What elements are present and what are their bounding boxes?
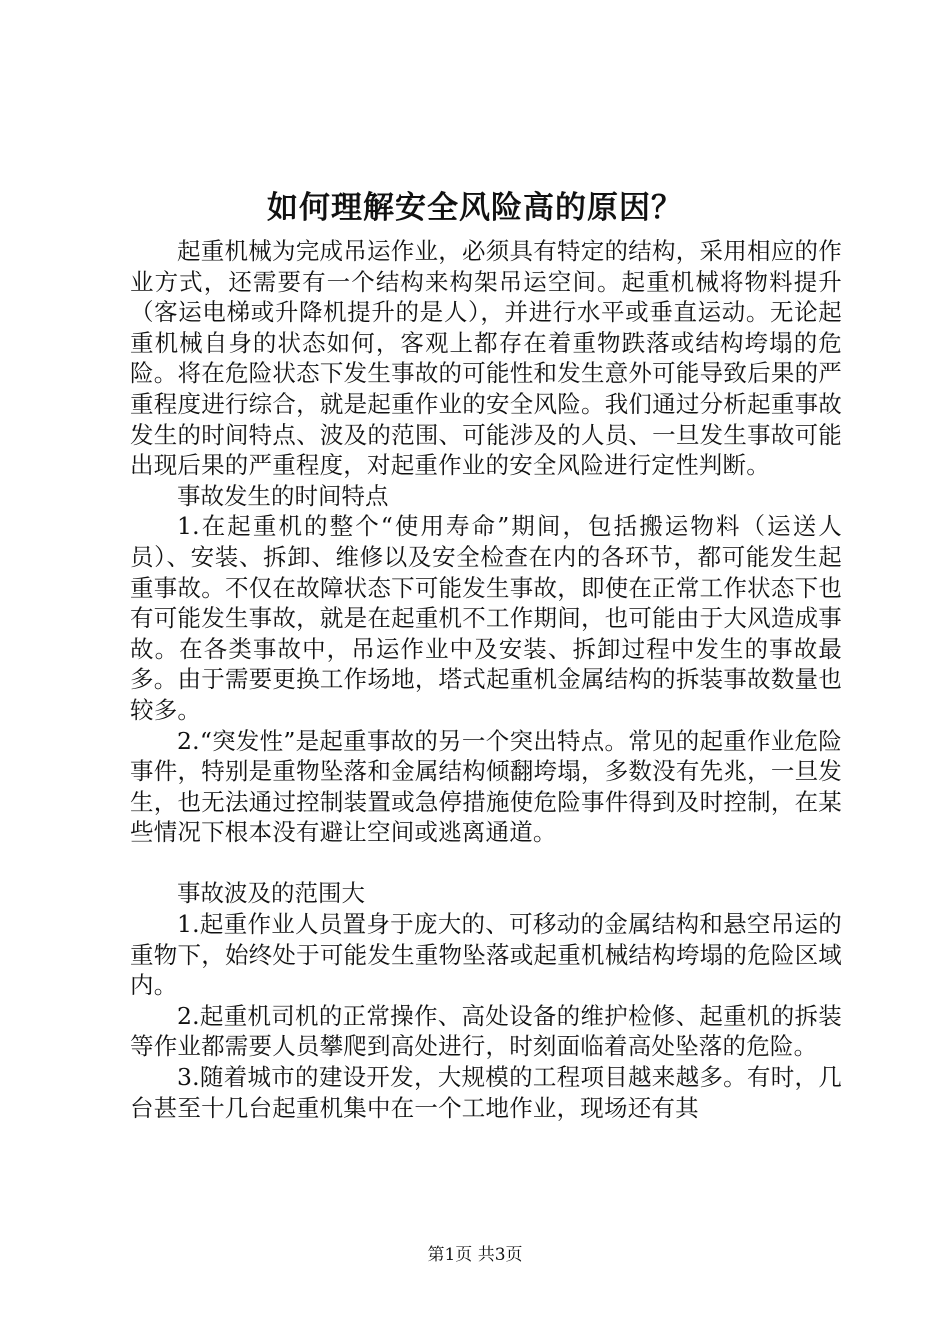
- page-footer: 第1页 共3页: [427, 1245, 523, 1265]
- paragraph-intro: 起重机械为完成吊运作业，必须具有特定的结构，采用相应的作业方式，还需要有一个结构来构架吊运空间。起重机械将物料提升（客运电梯或升降机提升的是人），并进行水平或垂直运动。无论起重机械自身的状态如何，客观上都存在着重物跌落或结构垮塌的危险。将在危险状态下发生事故的可能性和发生意外可能导致后果的严重程度进行综合，就是起重作业的安全风险。我们通过分析起重事故发生的时间特点、波及的范围、可能涉及的人员、一旦发生事故可能出现后果的严重程度，对起重作业的安全风险进行定性判断。: [130, 237, 842, 480]
- paragraph-time-point-2: 2.“突发性”是起重事故的另一个突出特点。常见的起重作业危险事件，特别是重物坠落和金属结构倾翻垮塌，多数没有先兆，一旦发生，也无法通过控制装置或急停措施使危险事件得到及时控制，在某些情况下根本没有避让空间或逃离通道。: [130, 726, 842, 847]
- section-heading-time-features: 事故发生的时间特点: [177, 481, 389, 510]
- section-heading-wide-range: 事故波及的范围大: [177, 879, 365, 908]
- document-title: 如何理解安全风险高的原因？: [267, 190, 683, 226]
- paragraph-spacer: [130, 848, 842, 879]
- paragraph-range-point-2: 2.起重机司机的正常操作、高处设备的维护检修、起重机的拆装等作业都需要人员攀爬到高处进行，时刻面临着高处坠落的危险。: [130, 1001, 842, 1061]
- document-body: [130, 236, 842, 1123]
- paragraph-range-point-3: 3.随着城市的建设开发，大规模的工程项目越来越多。有时，几台甚至十几台起重机集中在一个工地作业，现场还有其: [130, 1063, 842, 1122]
- paragraph-time-point-1: 1.在起重机的整个“使用寿命”期间，包括搬运物料（运送人员）、安装、拆卸、维修以及安全检查在内的各环节，都可能发生起重事故。不仅在故障状态下可能发生事故，即使在正常工作状态下也有可能发生事故，就是在起重机不工作期间，也可能由于大风造成事故。在各类事故中，吊运作业中及安装、拆卸过程中发生的事故最多。由于需要更换工作场地，塔式起重机金属结构的拆装事故数量也较多。: [130, 512, 842, 724]
- paragraph-range-point-1: 1.起重作业人员置身于庞大的、可移动的金属结构和悬空吊运的重物下，始终处于可能发生重物坠落或起重机械结构垮塌的危险区域内。: [130, 910, 842, 1000]
